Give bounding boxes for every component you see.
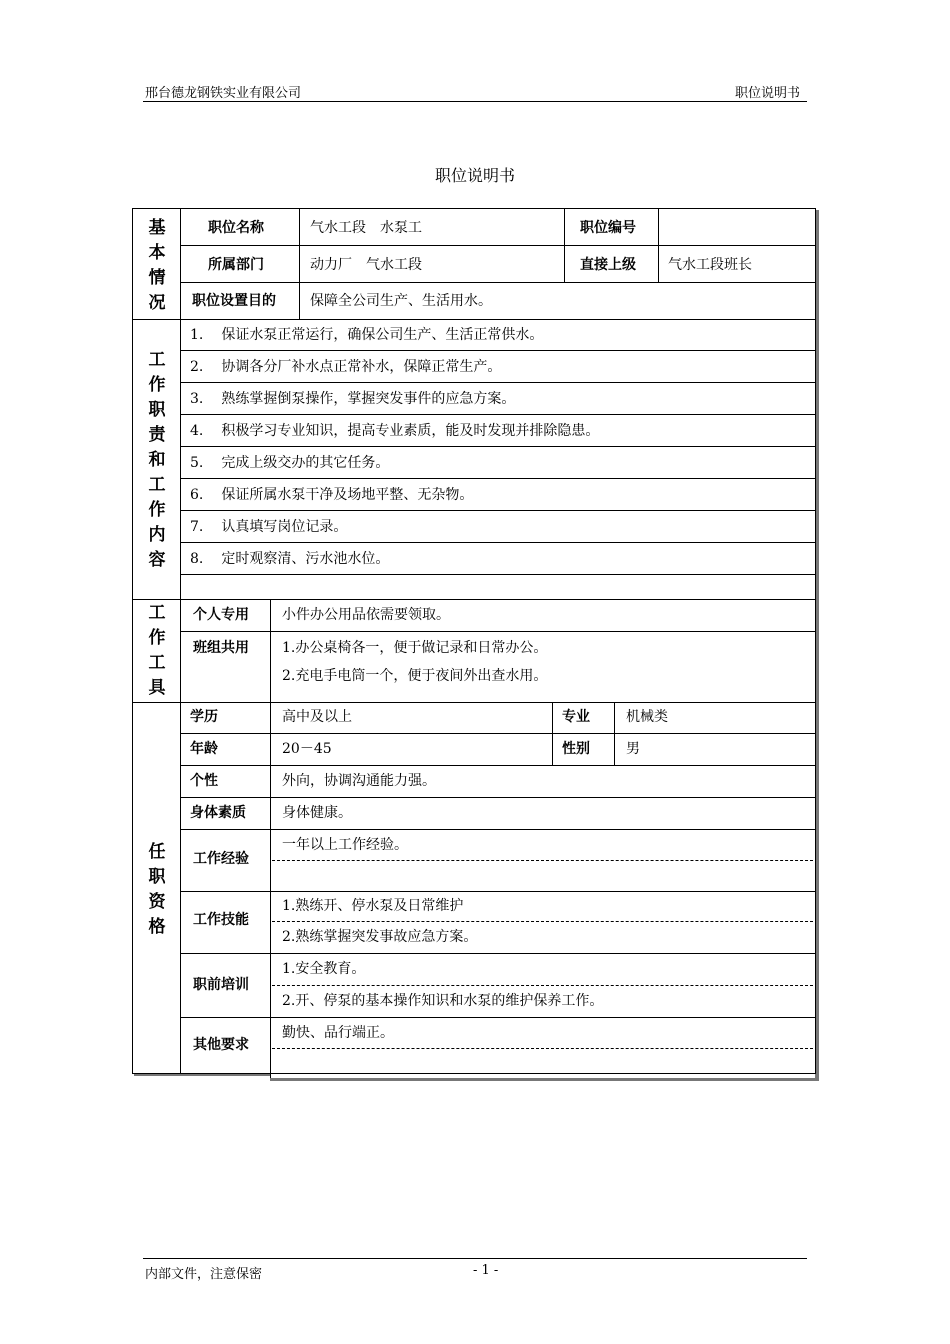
age-label: 年龄 (190, 741, 218, 757)
edu-label: 学历 (190, 709, 218, 725)
header-rule (143, 101, 807, 102)
skill-item-1: 1.熟练开、停水泵及日常维护 (282, 898, 464, 914)
section-qualifications: 任 职 资 格 (148, 842, 166, 937)
pos-name-value: 气水工段 水泵工 (310, 220, 422, 236)
footer-rule (143, 1258, 807, 1259)
tools-personal-label: 个人专用 (193, 607, 249, 623)
section-duties: 工 作 职 责 和 工 作 内 容 (148, 350, 166, 570)
pos-name-label: 职位名称 (208, 220, 264, 236)
duty-item-5: 5. 完成上级交办的其它任务。 (190, 455, 390, 471)
health-value: 身体健康。 (282, 805, 352, 821)
training-item-2: 2.开、停泵的基本操作知识和水泵的维护保养工作。 (282, 993, 604, 1009)
pos-no-label: 职位编号 (580, 220, 636, 236)
section-basic: 基 本 情 况 (148, 218, 166, 313)
purpose-label: 职位设置目的 (192, 293, 276, 309)
training-item-1: 1.安全教育。 (282, 961, 366, 977)
tools-team-item-2: 2.充电手电筒一个，便于夜间外出查水用。 (282, 668, 548, 684)
section-tools: 工 作 工 具 (148, 603, 166, 698)
other-value: 勤快、品行端正。 (282, 1025, 394, 1041)
table-shadow-bottom (270, 1078, 819, 1081)
experience-label: 工作经验 (193, 851, 249, 867)
edu-value: 高中及以上 (282, 709, 352, 725)
sex-label: 性别 (562, 741, 590, 757)
superior-label: 直接上级 (580, 257, 636, 273)
duty-item-3: 3. 熟练掌握倒泵操作，掌握突发事件的应急方案。 (190, 391, 516, 407)
header-doc-type: 职位说明书 (735, 86, 801, 101)
duty-item-2: 2. 协调各分厂补水点正常补水，保障正常生产。 (190, 359, 502, 375)
skill-item-2: 2.熟练掌握突发事故应急方案。 (282, 929, 478, 945)
duty-item-1: 1. 保证水泵正常运行，确保公司生产、生活正常供水。 (190, 327, 544, 343)
health-label: 身体素质 (190, 805, 246, 821)
duty-item-4: 4. 积极学习专业知识，提高专业素质，能及时发现并排除隐患。 (190, 423, 600, 439)
tools-personal-value: 小件办公用品依需要领取。 (282, 607, 450, 623)
major-value: 机械类 (626, 709, 668, 725)
major-label: 专业 (562, 709, 590, 725)
page-title: 职位说明书 (434, 166, 515, 185)
duty-item-8: 8. 定时观察清、污水池水位。 (190, 551, 390, 567)
age-value: 20－45 (282, 741, 332, 757)
other-label: 其他要求 (193, 1037, 249, 1053)
sex-value: 男 (626, 741, 640, 757)
tools-team-item-1: 1.办公桌椅各一，便于做记录和日常办公。 (282, 640, 548, 656)
personality-value: 外向，协调沟通能力强。 (282, 773, 436, 789)
footer-confidential-note: 内部文件，注意保密 (145, 1267, 263, 1282)
purpose-value: 保障全公司生产、生活用水。 (310, 293, 492, 309)
page-number: - 1 - (473, 1263, 499, 1278)
duty-item-6: 6. 保证所属水泵干净及场地平整、无杂物。 (190, 487, 474, 503)
experience-value: 一年以上工作经验。 (282, 837, 408, 853)
skill-label: 工作技能 (193, 912, 249, 928)
superior-value: 气水工段班长 (668, 257, 752, 273)
training-label: 职前培训 (193, 977, 249, 993)
duty-item-7: 7. 认真填写岗位记录。 (190, 519, 348, 535)
dept-value: 动力厂 气水工段 (310, 257, 422, 273)
personality-label: 个性 (190, 773, 218, 789)
tools-team-label: 班组共用 (193, 640, 249, 656)
company-name: 邢台德龙钢铁实业有限公司 (145, 86, 302, 101)
dept-label: 所属部门 (208, 257, 264, 273)
